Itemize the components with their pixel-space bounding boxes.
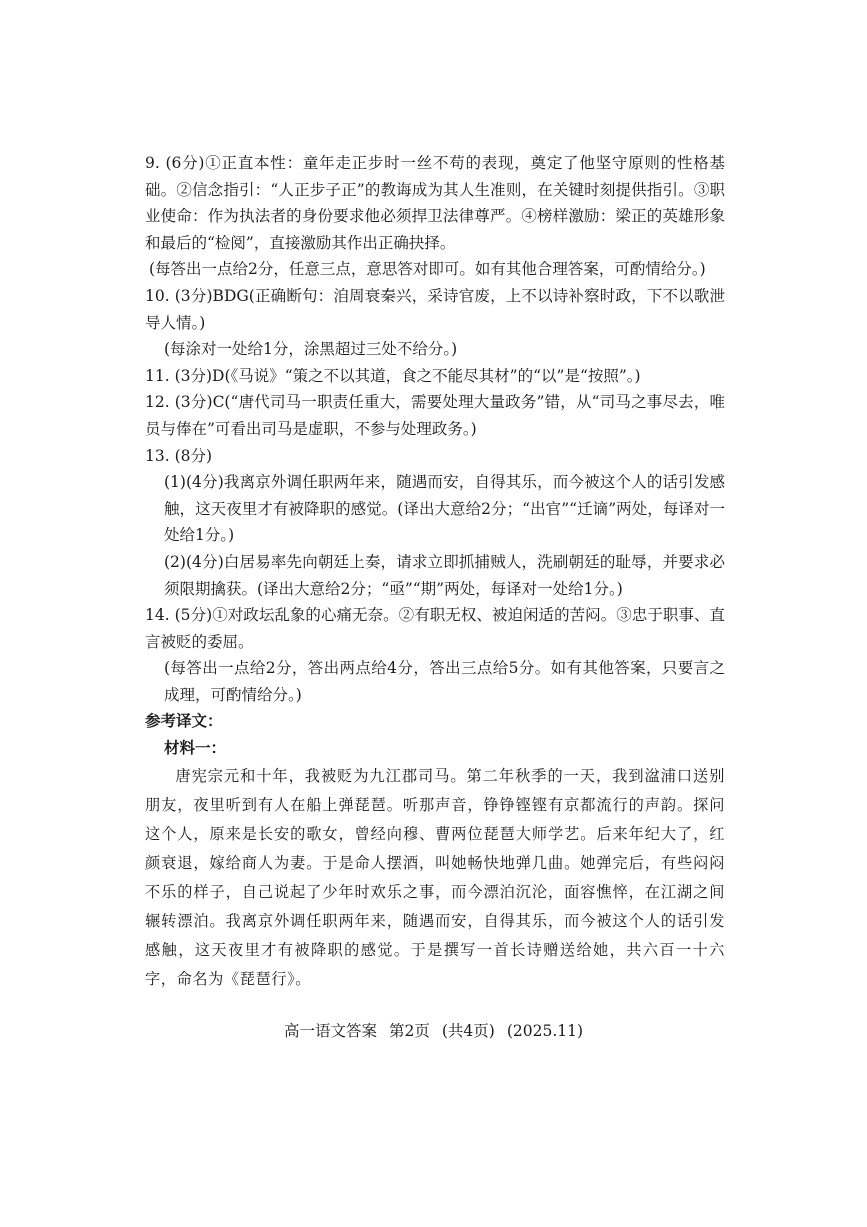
material-one-title: 材料一：	[164, 738, 227, 758]
answer-q14: 14. (5分)①对政坛乱象的心痛无奈。②有职无权、被迫闲适的苦闷。③忠于职事、直言被贬的委屈。	[145, 606, 725, 651]
answer-q13-part2: (2)(4分)白居易率先向朝廷上奏，请求立即抓捕贼人，洗刷朝廷的耻辱，并要求必须限期擒获。(译出大意给2分；“亟”“期”两处，每译对一处给1分。)	[164, 552, 725, 598]
reference-translation: 唐宪宗元和十年，我被贬为九江郡司马。第二年秋季的一天，我到湓浦口送别朋友，夜里听到有人在船上弹琵琶。听那声音，铮铮铿铿有京都流行的声韵。探问这个人，原来是长安的歌女，曾经向穆、曹两位琵琶大师学艺。后来年纪大了，红颜衰退，嫁给商人为妻。于是命人摆酒，叫她畅快地弹几曲。她弹完后，有些闷闷不乐的样子，自己说起了少年时欢乐之事，而今漂泊沉沦，面容憔悴，在江湖之间辗转漂泊。我离京外调任职两年来，随遇而安，自得其乐，而今被这个人的话引发感触，这天夜里才有被降职的感觉。于是撰写一首长诗赠送给她，共六百一十六字，命名为《琵琶行》。	[145, 766, 725, 988]
footer-total-pages: (共4页)	[441, 1022, 495, 1040]
answer-q12: 12. (3分)C(“唐代司马一职责任重大，需要处理大量政务”错，从“司马之事尽去，唯员与俸在”可看出司马是虚职，不参与处理政务。)	[145, 393, 725, 438]
answer-q10-note: (每涂对一处给1分，涂黑超过三处不给分。)	[164, 340, 458, 359]
footer-page-number: 第2页	[388, 1022, 430, 1040]
footer-date: (2025.11)	[506, 1022, 584, 1040]
answer-content	[145, 150, 725, 994]
answer-q9: 9. (6分)①正直本性：童年走正步时一丝不苟的表现，奠定了他坚守原则的性格基础。②信念指引：“人正步子正”的教诲成为其人生准则，在关键时刻提供指引。③职业使命：作为执法者的身份要求他必须捍卫法律尊严。④榜样激励：梁正的英雄形象和最后的“检阅”，直接激励其作出正确抉择。	[145, 154, 725, 252]
footer-subject: 高一语文答案	[283, 1022, 377, 1040]
answer-q10: 10. (3分)BDG(正确断句：洎周衰秦兴，采诗官废，上不以诗补察时政，下不以歌泄导人情。)	[145, 286, 725, 332]
answer-q13: 13. (8分)	[145, 446, 213, 465]
answer-q13-part1: (1)(4分)我离京外调任职两年来，随遇而安，自得其乐，而今被这个人的话引发感触，这天夜里才有被降职的感觉。(译出大意给2分；“出官”“迁谪”两处，每译对一处给1分。)	[164, 473, 725, 545]
answer-q14-note: (每答出一点给2分，答出两点给4分，答出三点给5分。如有其他答案，只要言之成理，可酌情给分。)	[164, 659, 725, 704]
answer-q9-note: (每答出一点给2分，任意三点，意思答对即可。如有其他合理答案，可酌情给分。)	[149, 260, 706, 279]
reference-heading: 参考译文：	[145, 711, 223, 731]
page-footer	[0, 1018, 867, 1044]
answer-q11: 11. (3分)D(《马说》“策之不以其道，食之不能尽其材”的“以”是“按照”。)	[145, 366, 641, 385]
